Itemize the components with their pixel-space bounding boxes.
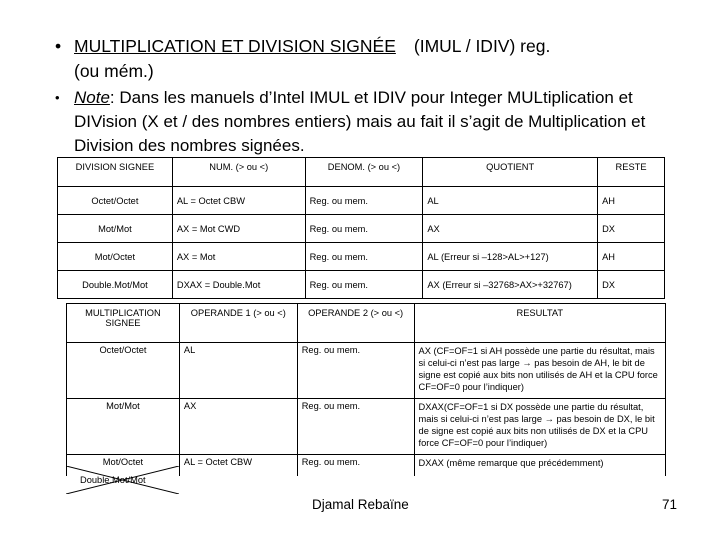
table-cell: DXAX = Double.Mot — [172, 271, 305, 299]
table-cell: Reg. ou mem. — [297, 399, 414, 455]
table-cell: Reg. ou mem. — [297, 343, 414, 399]
slide-title-suffix: (IMUL / IDIV) reg. — [413, 36, 551, 56]
table-cell: Reg. ou mem. — [297, 455, 414, 477]
table-cell: DX — [598, 215, 665, 243]
table-cell: AH — [598, 243, 665, 271]
table-cell: Mot/Octet — [58, 243, 173, 271]
table-cell: DXAX (même remarque que précédemment) — [414, 455, 665, 477]
table-cell: Reg. ou mem. — [305, 243, 423, 271]
multiplication-table — [66, 303, 666, 476]
table-cell: AX (Erreur si –32768>AX>+32767) — [423, 271, 598, 299]
table-cell: AX = Mot — [172, 243, 305, 271]
table-cell: AX (CF=OF=1 si AH possède une partie du résultat, mais si celui-ci n’est pas large → pas besoin de AH, le bit de signe est copié aux bits non utilisés de AH et la CPU force CF=OF=0 pour l’indiquer) — [414, 343, 665, 399]
table-row — [58, 243, 665, 271]
author-name: Djamal Rebaïne — [312, 497, 409, 512]
table-row — [58, 187, 665, 215]
bullet-marker: • — [55, 90, 60, 105]
table-cell: Mot/Octet — [67, 455, 180, 477]
table-cell: Octet/Octet — [67, 343, 180, 399]
header-cell: NUM. (> ou <) — [172, 158, 305, 187]
header-cell: QUOTIENT — [423, 158, 598, 187]
footer — [0, 497, 720, 517]
table-cell: AL = Octet CBW — [172, 187, 305, 215]
table-cell: Double.Mot/Mot — [58, 271, 173, 299]
note-text: : Dans les manuels d’Intel IMUL et IDIV pour Integer MULtiplication et DIVision (X et / des nombres entiers) mais au fait il s’agit de Multiplication et Division des nombres signées. — [74, 88, 646, 155]
note-label: Note — [74, 88, 110, 107]
table-cell: AX — [423, 215, 598, 243]
header-cell: OPERANDE 1 (> ou <) — [179, 304, 297, 343]
table-header-row — [67, 304, 666, 343]
table-cell: DXAX(CF=OF=1 si DX possède une partie du résultat, mais si celui-ci n’est pas large → pas besoin de DX, le bit de signe est copié aux bits non utilisés de DX et la CPU force CF=OF=0 pour l’indiquer) — [414, 399, 665, 455]
division-table — [57, 157, 665, 299]
table-row — [67, 399, 666, 455]
table-row — [58, 215, 665, 243]
header-cell: DENOM. (> ou <) — [305, 158, 423, 187]
table-cell: AX = Mot CWD — [172, 215, 305, 243]
table-cell: AH — [598, 187, 665, 215]
table-header-row — [58, 158, 665, 187]
table-row — [58, 271, 665, 299]
bullet-marker: • — [55, 36, 62, 56]
last-row-crossed — [66, 466, 179, 494]
table-cell: Reg. ou mem. — [305, 215, 423, 243]
table-cell: AL (Erreur si –128>AL>+127) — [423, 243, 598, 271]
table-cell: AL — [423, 187, 598, 215]
table-cell: Reg. ou mem. — [305, 187, 423, 215]
last-row-label: Double.Mot/Mot — [80, 475, 146, 485]
table-cell: Octet/Octet — [58, 187, 173, 215]
header-cell: OPERANDE 2 (> ou <) — [297, 304, 414, 343]
page-number: 71 — [662, 497, 678, 512]
slide-title-line2: (ou mém.) — [74, 61, 154, 81]
table-cell: AX — [179, 399, 297, 455]
table-cell: AL = Octet CBW — [179, 455, 297, 477]
slide-title: MULTIPLICATION ET DIVISION SIGNÉE — [74, 36, 396, 56]
header-cell: RESTE — [598, 158, 665, 187]
table-cell: Reg. ou mem. — [305, 271, 423, 299]
table-row — [67, 343, 666, 399]
table-cell: AL — [179, 343, 297, 399]
table-cell: Mot/Mot — [58, 215, 173, 243]
header-cell: DIVISION SIGNEE — [58, 158, 173, 187]
header-cell: MULTIPLICATION SIGNEE — [67, 304, 180, 343]
header-cell: RESULTAT — [414, 304, 665, 343]
table-cell: Mot/Mot — [67, 399, 180, 455]
table-cell: DX — [598, 271, 665, 299]
